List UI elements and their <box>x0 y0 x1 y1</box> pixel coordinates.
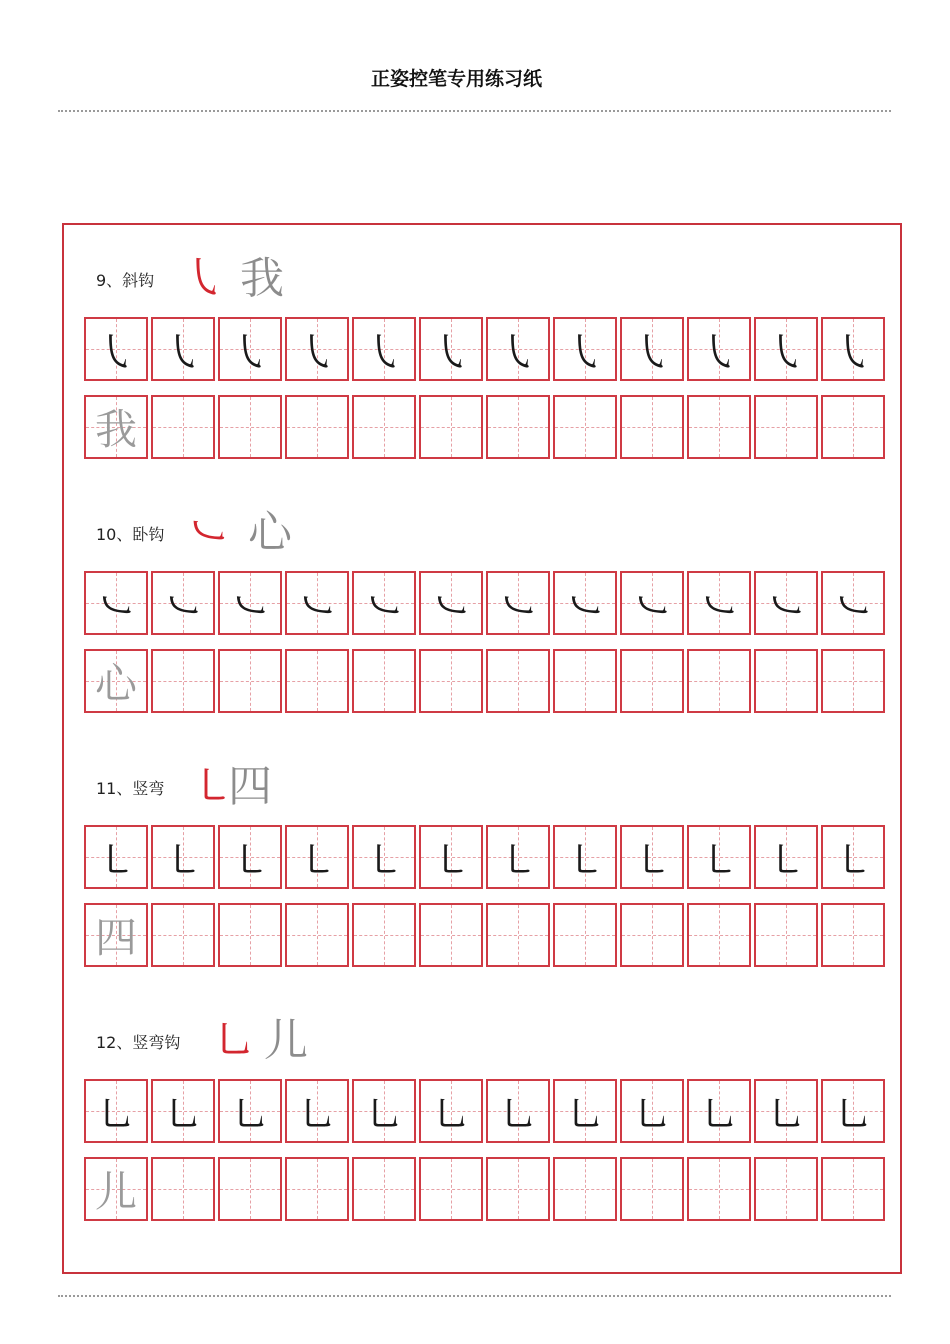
stroke-trace-row <box>84 317 884 381</box>
stroke-trace-glyph: ㇟ <box>766 1091 806 1138</box>
grid-cell <box>285 825 349 889</box>
grid-cell <box>151 903 215 967</box>
grid-cell <box>486 571 550 635</box>
grid-cell <box>687 1079 751 1143</box>
grid-cell <box>486 395 550 459</box>
grid-cell <box>754 571 818 635</box>
grid-cell <box>821 825 885 889</box>
grid-cell <box>352 395 416 459</box>
grid-cell <box>84 1079 148 1143</box>
grid-cell <box>218 317 282 381</box>
grid-cell <box>151 1079 215 1143</box>
grid-cell <box>352 317 416 381</box>
stroke-trace-row <box>84 571 884 635</box>
grid-cell <box>553 317 617 381</box>
grid-cell <box>620 317 684 381</box>
stroke-trace-glyph: ㇃ <box>833 583 873 630</box>
grid-cell <box>84 903 148 967</box>
stroke-trace-glyph: ㇃ <box>431 583 471 630</box>
stroke-trace-glyph: ㇂ <box>833 329 873 376</box>
section-label: 12、竖弯钩 <box>96 1033 181 1052</box>
grid-cell <box>553 903 617 967</box>
grid-cell <box>687 649 751 713</box>
stroke-trace-glyph: ㇂ <box>163 329 203 376</box>
grid-cell <box>419 317 483 381</box>
grid-cell <box>285 571 349 635</box>
stroke-trace-glyph: ㇄ <box>297 837 337 884</box>
stroke-trace-glyph: ㇄ <box>230 837 270 884</box>
grid-cell <box>419 1079 483 1143</box>
stroke-trace-glyph: ㇄ <box>431 837 471 884</box>
grid-cell <box>84 1157 148 1221</box>
stroke-trace-glyph: ㇄ <box>699 837 739 884</box>
grid-cell <box>821 1157 885 1221</box>
example-character: 心 <box>248 507 292 558</box>
grid-cell <box>151 395 215 459</box>
grid-cell <box>352 825 416 889</box>
grid-cell <box>553 1157 617 1221</box>
grid-cell <box>151 571 215 635</box>
grid-cell <box>285 649 349 713</box>
grid-cell <box>821 1079 885 1143</box>
stroke-trace-glyph: ㇃ <box>498 583 538 630</box>
stroke-trace-glyph: ㇃ <box>632 583 672 630</box>
grid-cell <box>620 1157 684 1221</box>
grid-cell <box>620 1079 684 1143</box>
grid-cell <box>821 395 885 459</box>
stroke-trace-glyph: ㇃ <box>766 583 806 630</box>
stroke-trace-glyph: ㇄ <box>833 837 873 884</box>
grid-cell <box>285 395 349 459</box>
grid-cell <box>84 571 148 635</box>
section-label: 10、卧钩 <box>96 525 165 544</box>
example-character: 四 <box>228 761 272 812</box>
model-character: 我 <box>94 405 137 454</box>
character-practice-row <box>84 649 884 713</box>
stroke-trace-glyph: ㇟ <box>364 1091 404 1138</box>
stroke-trace-glyph: ㇂ <box>96 329 136 376</box>
grid-cell <box>352 571 416 635</box>
stroke-trace-glyph: ㇄ <box>498 837 538 884</box>
grid-cell <box>754 317 818 381</box>
grid-cell <box>218 1157 282 1221</box>
grid-cell <box>352 649 416 713</box>
stroke-trace-glyph: ㇂ <box>230 329 270 376</box>
grid-cell <box>218 1079 282 1143</box>
top-divider <box>58 110 891 112</box>
grid-cell <box>486 1079 550 1143</box>
grid-cell <box>553 571 617 635</box>
section-label: 11、竖弯 <box>96 779 165 798</box>
grid-cell <box>84 395 148 459</box>
grid-cell <box>285 1157 349 1221</box>
grid-cell <box>486 1157 550 1221</box>
stroke-trace-glyph: ㇟ <box>833 1091 873 1138</box>
grid-cell <box>687 903 751 967</box>
grid-cell <box>486 649 550 713</box>
grid-cell <box>218 395 282 459</box>
grid-cell <box>352 1079 416 1143</box>
model-character: 儿 <box>94 1167 137 1216</box>
grid-cell <box>754 1079 818 1143</box>
stroke-trace-glyph: ㇂ <box>565 329 605 376</box>
grid-cell <box>821 317 885 381</box>
grid-cell <box>151 825 215 889</box>
stroke-trace-glyph: ㇂ <box>766 329 806 376</box>
grid-cell <box>821 571 885 635</box>
grid-cell <box>84 317 148 381</box>
stroke-trace-glyph: ㇟ <box>498 1091 538 1138</box>
stroke-trace-glyph: ㇄ <box>565 837 605 884</box>
grid-cell <box>620 825 684 889</box>
grid-cell <box>553 1079 617 1143</box>
stroke-sample: ㇂ <box>182 253 226 304</box>
grid-cell <box>285 1079 349 1143</box>
grid-cell <box>754 825 818 889</box>
stroke-trace-glyph: ㇂ <box>364 329 404 376</box>
grid-cell <box>419 571 483 635</box>
grid-cell <box>553 395 617 459</box>
grid-cell <box>151 317 215 381</box>
grid-cell <box>821 903 885 967</box>
stroke-trace-glyph: ㇄ <box>632 837 672 884</box>
grid-cell <box>620 649 684 713</box>
grid-cell <box>754 903 818 967</box>
stroke-trace-glyph: ㇄ <box>96 837 136 884</box>
grid-cell <box>486 825 550 889</box>
model-character: 心 <box>94 659 137 708</box>
grid-cell <box>687 317 751 381</box>
bottom-divider <box>58 1295 891 1297</box>
grid-cell <box>486 903 550 967</box>
section-label: 9、斜钩 <box>96 271 155 290</box>
stroke-trace-glyph: ㇟ <box>431 1091 471 1138</box>
stroke-trace-glyph: ㇟ <box>96 1091 136 1138</box>
grid-cell <box>620 903 684 967</box>
grid-cell <box>754 1157 818 1221</box>
grid-cell <box>285 903 349 967</box>
stroke-trace-glyph: ㇂ <box>699 329 739 376</box>
grid-cell <box>687 395 751 459</box>
grid-cell <box>419 1157 483 1221</box>
character-practice-row <box>84 395 884 459</box>
grid-cell <box>218 903 282 967</box>
model-character: 四 <box>94 913 137 962</box>
example-character: 我 <box>240 253 284 304</box>
grid-cell <box>218 571 282 635</box>
stroke-sample: ㇃ <box>186 507 230 558</box>
grid-cell <box>151 649 215 713</box>
practice-frame <box>62 223 902 1274</box>
stroke-trace-glyph: ㇃ <box>364 583 404 630</box>
stroke-trace-glyph: ㇟ <box>297 1091 337 1138</box>
character-practice-row <box>84 903 884 967</box>
grid-cell <box>553 825 617 889</box>
stroke-trace-glyph: ㇂ <box>498 329 538 376</box>
stroke-trace-glyph: ㇃ <box>230 583 270 630</box>
grid-cell <box>419 649 483 713</box>
stroke-trace-glyph: ㇃ <box>297 583 337 630</box>
stroke-trace-glyph: ㇟ <box>632 1091 672 1138</box>
stroke-trace-glyph: ㇟ <box>565 1091 605 1138</box>
grid-cell <box>553 649 617 713</box>
grid-cell <box>821 649 885 713</box>
stroke-trace-glyph: ㇃ <box>565 583 605 630</box>
stroke-trace-glyph: ㇄ <box>163 837 203 884</box>
stroke-trace-glyph: ㇂ <box>431 329 471 376</box>
stroke-trace-row <box>84 825 884 889</box>
grid-cell <box>620 395 684 459</box>
grid-cell <box>352 1157 416 1221</box>
stroke-trace-glyph: ㇟ <box>230 1091 270 1138</box>
grid-cell <box>84 825 148 889</box>
page-title: 正姿控笔专用练习纸 <box>370 68 542 90</box>
character-practice-row <box>84 1157 884 1221</box>
example-character: 儿 <box>264 1015 308 1066</box>
grid-cell <box>419 395 483 459</box>
grid-cell <box>151 1157 215 1221</box>
stroke-trace-glyph: ㇄ <box>364 837 404 884</box>
grid-cell <box>419 903 483 967</box>
grid-cell <box>687 1157 751 1221</box>
stroke-sample: ㇟ <box>212 1015 256 1066</box>
stroke-trace-glyph: ㇃ <box>699 583 739 630</box>
grid-cell <box>84 649 148 713</box>
grid-cell <box>218 649 282 713</box>
stroke-trace-glyph: ㇟ <box>699 1091 739 1138</box>
stroke-trace-glyph: ㇃ <box>163 583 203 630</box>
grid-cell <box>754 649 818 713</box>
stroke-trace-glyph: ㇟ <box>163 1091 203 1138</box>
grid-cell <box>486 317 550 381</box>
grid-cell <box>754 395 818 459</box>
grid-cell <box>285 317 349 381</box>
stroke-trace-glyph: ㇃ <box>96 583 136 630</box>
grid-cell <box>419 825 483 889</box>
stroke-sample: ㇄ <box>190 761 234 812</box>
grid-cell <box>687 571 751 635</box>
grid-cell <box>352 903 416 967</box>
stroke-trace-glyph: ㇂ <box>632 329 672 376</box>
stroke-trace-row <box>84 1079 884 1143</box>
stroke-trace-glyph: ㇂ <box>297 329 337 376</box>
grid-cell <box>218 825 282 889</box>
grid-cell <box>687 825 751 889</box>
stroke-trace-glyph: ㇄ <box>766 837 806 884</box>
grid-cell <box>620 571 684 635</box>
